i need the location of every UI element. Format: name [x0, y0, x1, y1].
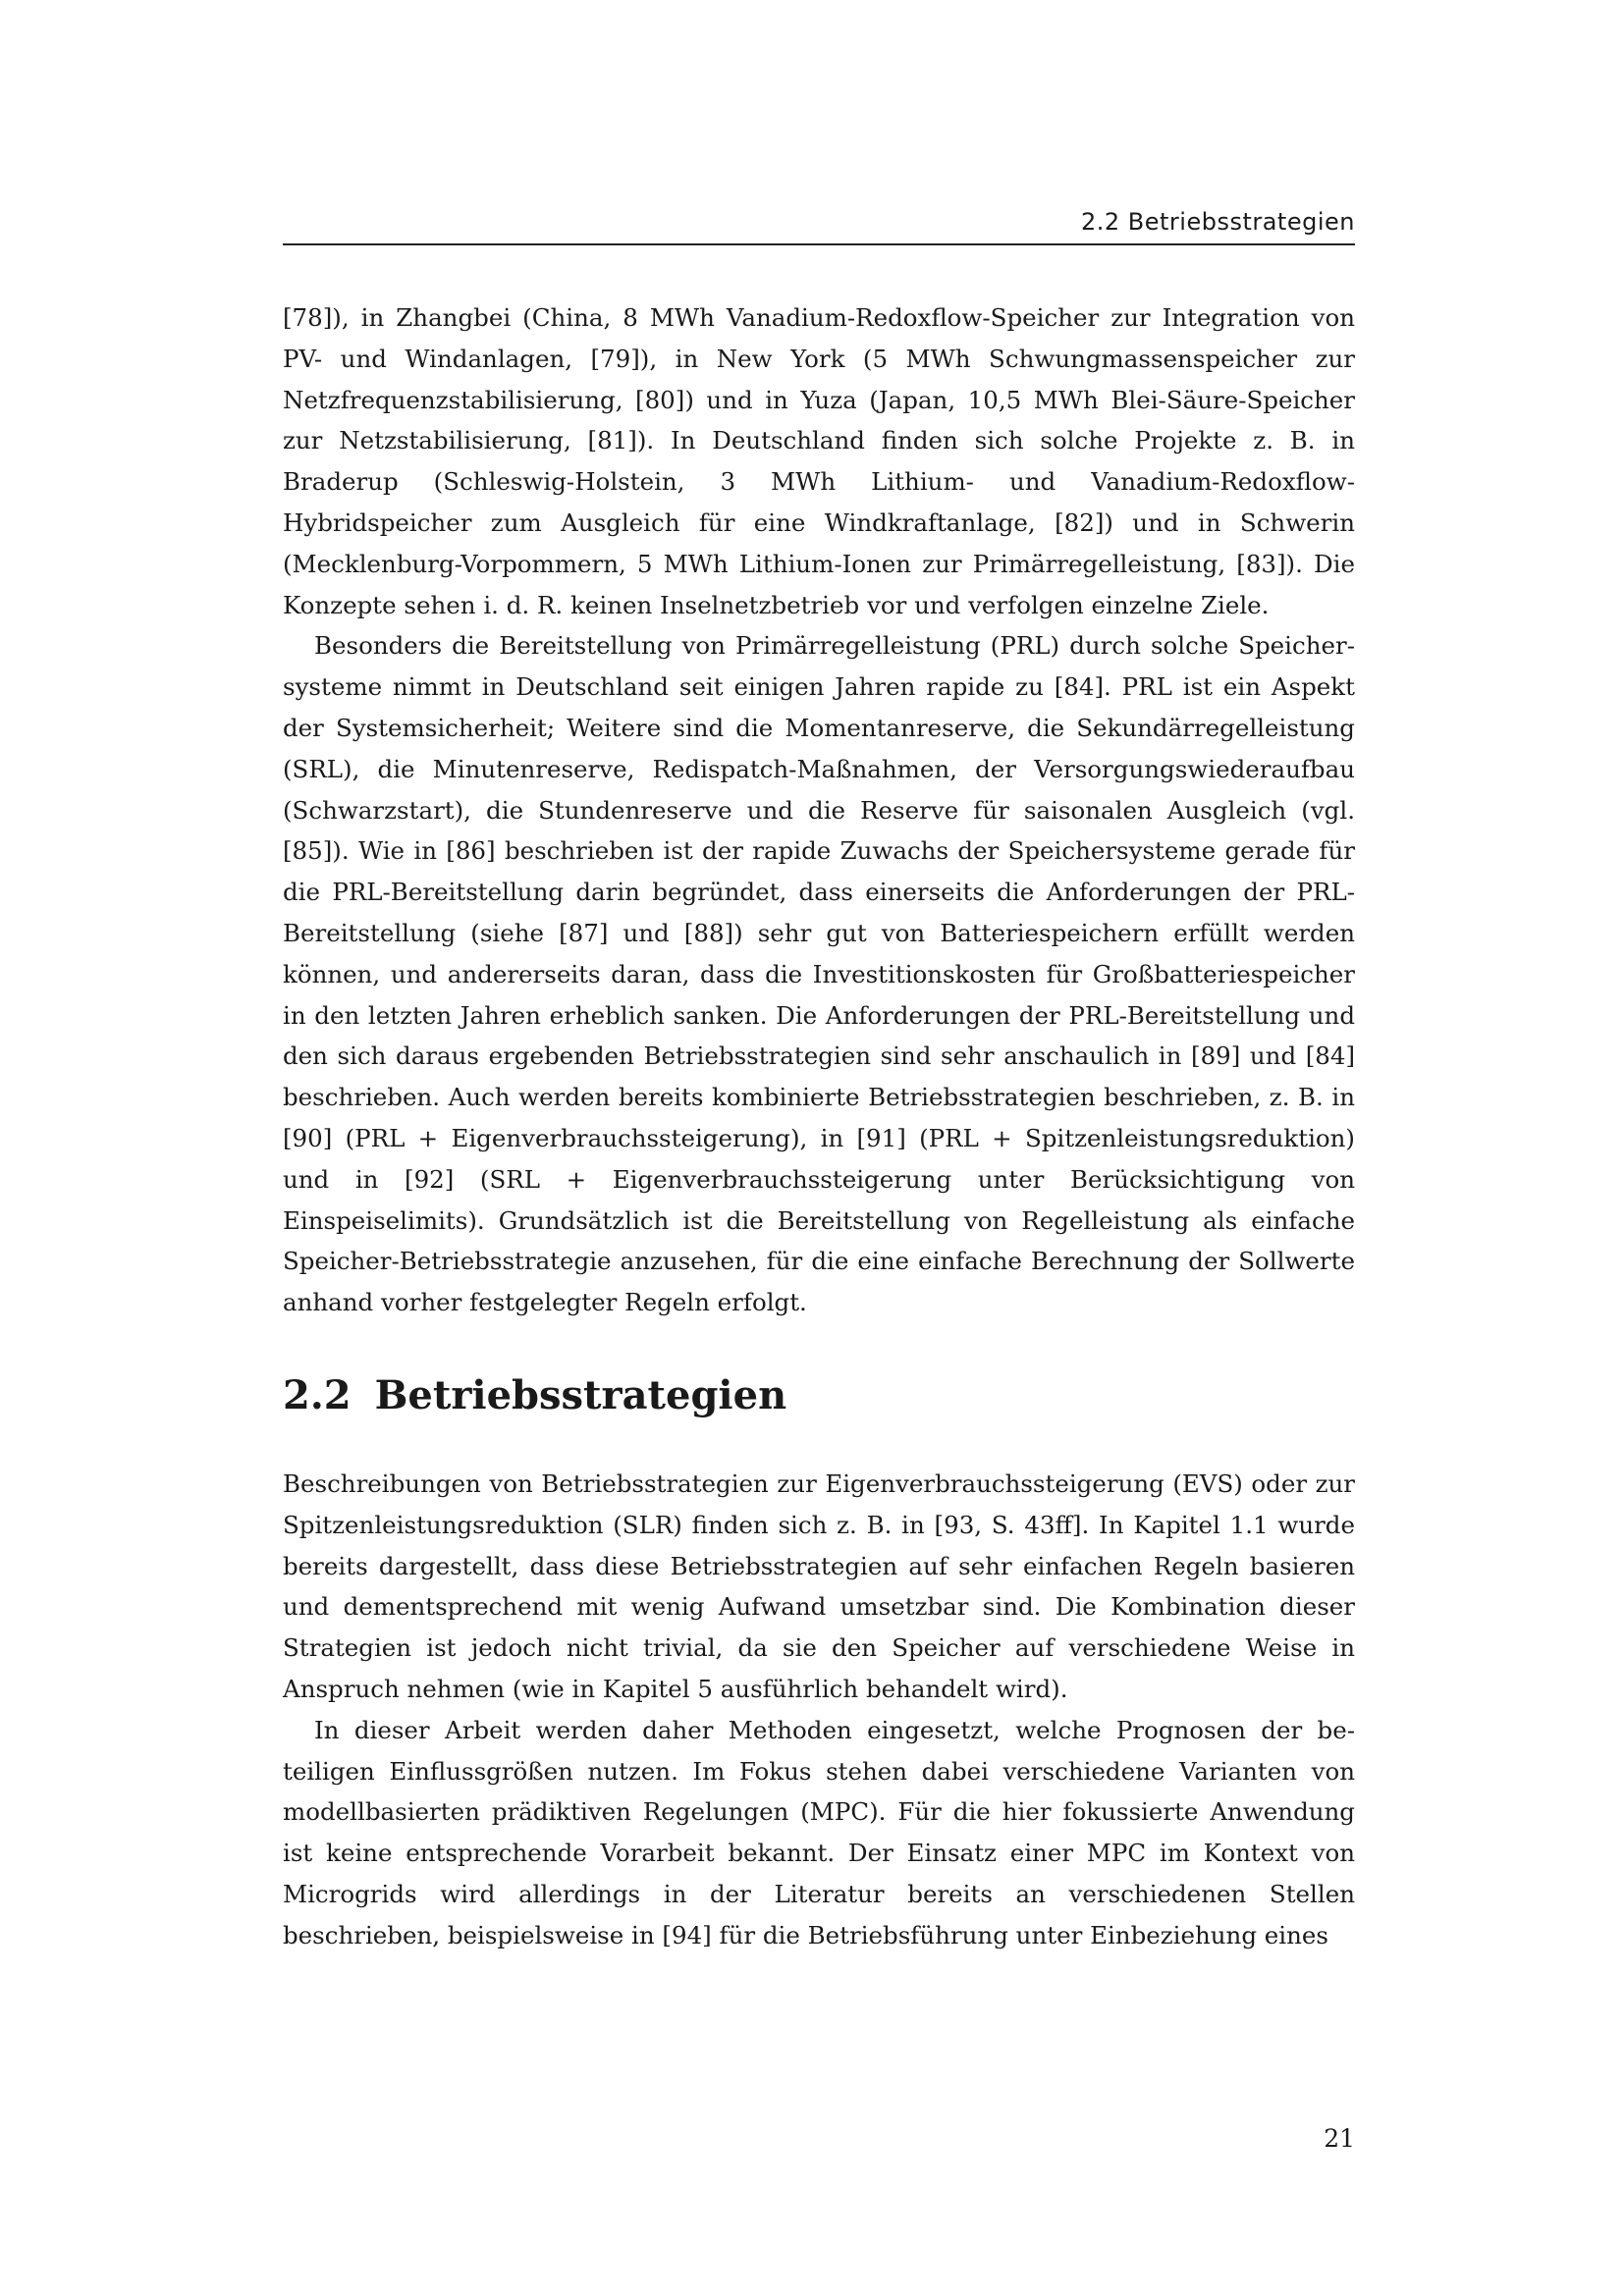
paragraph-strategies: Beschreibungen von Betriebsstrategien zur Eigenverbrauchssteigerung (EVS) oder zur Spitzenleistungsreduktion (SLR) finden sich z. B. in [93, S. 43ff]. In Kapitel 1.1 wurde bereits dargestellt, dass diese Betriebsstrategien auf sehr einfachen Regeln basieren und dementsprechend mit wenig Aufwand umsetzbar sind. Die Kombination dieser Strategien ist jedoch nicht trivial, da sie den Speicher auf verschiedene Weise in Anspruch nehmen (wie in Kapitel 5 ausführlich behandelt wird). [283, 1469, 1355, 1703]
paragraph-continuation: [78]), in Zhangbei (China, 8 MWh Vanadium-Redoxflow-Speicher zur Integration von PV- und Windanlagen, [79]), in New York (5 MWh Schwungmassenspeicher zur Netzfrequenzstabilisierung, [80]) und in Yuza (Japan, 10,5 MWh Blei-Säure-Speicher zur Netzstabilisierung, [81]). In Deutschland finden sich solche Projekte z. B. in Braderup (Schleswig-Holstein, 3 MWh Lithium- und Vanadium-Redoxflow-Hybridspeicher zum Ausgleich für eine Windkraftanlage, [82]) und in Schwerin (Mecklenburg-Vorpommern, 5 MWh Lithium-Ionen zur Primärregelleistung, [83]). Die Konzepte sehen i. d. R. keinen Inselnetzbetrieb vor und verfolgen einzelne Ziele. [283, 303, 1355, 619]
paragraph-mpc: In dieser Arbeit werden daher Methoden eingesetzt, welche Prognosen der beteiligen Einflussgrößen nutzen. Im Fokus stehen dabei verschiedene Varianten von modellbasierten prädiktiven Regelungen (MPC). Für die hier fokussierte Anwendung ist keine entsprechende Vorarbeit bekannt. Der Einsatz einer MPC im Kontext von Microgrids wird allerdings in der Literatur bereits an verschiedenen Stellen beschrieben, beispielsweise in [94] für die Betriebsführung unter Einbeziehung eines [283, 1715, 1355, 1949]
section-title: Betriebsstrategien [374, 1372, 787, 1418]
section-heading [283, 1370, 786, 1421]
body-text-bottom [283, 1464, 1355, 1956]
page-number: 21 [1324, 2124, 1355, 2153]
running-header-title: 2.2 Betriebsstrategien [1080, 208, 1355, 236]
body-text-top [283, 297, 1355, 1323]
section-number: 2.2 [283, 1372, 352, 1418]
running-header [283, 208, 1355, 245]
paragraph-prl: Besonders die Bereitstellung von Primärregelleistung (PRL) durch solche Speichersysteme nimmt in Deutschland seit einigen Jahren rapide zu [84]. PRL ist ein Aspekt der Systemsicherheit; Weitere sind die Momentanreserve, die Sekundärregelleistung (SRL), die Minutenreserve, Redispatch-Maßnahmen, der Versorgungswiederaufbau (Schwarzstart), die Stundenreserve und die Reserve für saisonalen Ausgleich (vgl. [85]). Wie in [86] beschrieben ist der rapide Zuwachs der Speichersysteme gerade für die PRL-Bereitstellung darin begründet, dass einerseits die Anforderungen der PRL-Bereitstellung (siehe [87] und [88]) sehr gut von Batteriespeichern erfüllt werden können, und andererseits daran, dass die Investitionskosten für Großbatteriespeicher in den letzten Jahren erheblich sanken. Die Anforderungen der PRL-Bereitstellung und den sich daraus ergebenden Betriebsstrategien sind sehr anschaulich in [89] und [84] beschrieben. Auch werden bereits kombinierte Betriebsstrategien beschrieben, z. B. in [90] (PRL + Eigenverbrauchssteigerung), in [91] (PRL + Spitzenleistungsreduktion) und in [92] (SRL + Eigenverbrauchssteigerung unter Berücksichtigung von Einspeiselimits). Grundsätzlich ist die Bereitstellung von Regelleistung als einfache Speicher-Betriebsstrategie anzusehen, für die eine einfache Berechnung der Sollwerte anhand vorher festgelegter Regeln erfolgt. [283, 631, 1355, 1317]
